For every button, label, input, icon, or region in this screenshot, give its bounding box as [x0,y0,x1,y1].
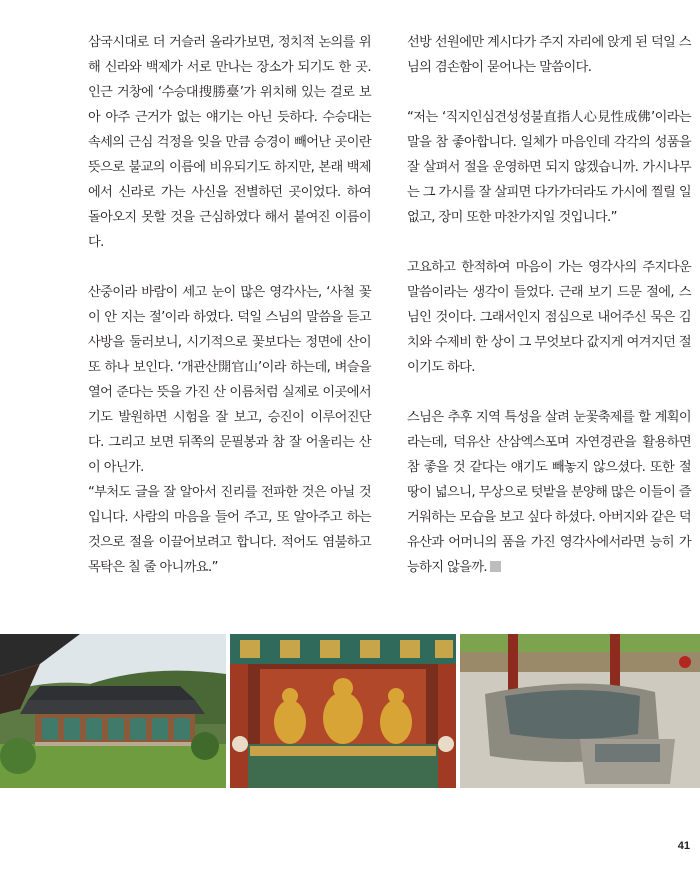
body-paragraph: 선방 선원에만 계시다가 주지 자리에 앉게 된 덕일 스님의 겸손함이 묻어나는 말씀이다. [407,35,691,75]
temple-hall-photo [0,634,226,788]
buddha-altar-photo [230,634,456,788]
right-column [407,30,691,580]
body-paragraph: 삼국시대로 더 거슬러 올라가보면, 정치적 논의를 위해 신라와 백제가 서로 만나는 장소가 되기도 한 곳. 인근 거창에 ‘수승대搜勝臺’가 위치해 있는 걸로 보아 아주 근거가 없는 얘기는 아닌 듯하다. 수승대는 속세의 근심 걱정을 잊을 만큼 승경이 빼어난 곳이란 뜻으로 불교의 이름에 비유되기도 하지만, 본래 백제에서 신라로 가는 사신을 전별하던 곳이었다. 하여 돌아오지 못할 것을 근심하였다 해서 붙여진 이름이다. [88,35,371,250]
stone-basin-photo [460,634,700,788]
quote-paragraph: “부처도 글을 잘 알아서 진리를 전파한 것은 아닐 것입니다. 사람의 마음을 들어 주고, 또 알아주고 하는 것으로 절을 이끌어보려고 합니다. 적어도 염불하고 목탁은 칠 줄 아니까요.” [88,485,371,575]
quote-paragraph: “저는 ‘직지인심견성성불直指人心見性成佛’이라는 말을 참 좋아합니다. 일체가 마음인데 각각의 성품을 잘 살펴서 절을 운영하면 되지 않겠습니까. 가시나무는 그 가시를 잘 살피면 다가가더라도 가시에 찔릴 일 없고, 장미 또한 마찬가지일 것입니다.” [407,110,691,225]
photo-strip [0,634,700,788]
left-column [88,30,371,605]
body-paragraph: 고요하고 한적하여 마음이 가는 영각사의 주지다운 말씀이라는 생각이 들었다. 근래 보기 드문 절에, 스님인 것이다. 그래서인지 점심으로 내어주신 묵은 김치와 수제비 한 상이 그 무엇보다 값지게 여겨지던 절이기도 하다. [407,260,691,375]
end-mark-icon [490,561,501,572]
page-number: 41 [677,840,690,852]
body-paragraph: 산중이라 바람이 세고 눈이 많은 영각사는, ‘사철 꽃이 안 지는 절’이라 하였다. 덕일 스님의 말씀을 듣고 사방을 둘러보니, 시기적으로 꽃보다는 정면에 산이 또 하나 보인다. ‘개관산開官山’이라 하는데, 벼슬을 열어 준다는 뜻을 가진 산 이름처럼 실제로 이곳에서 기도 발원하면 시험을 잘 보고, 승진이 이루어진단다. 그리고 보면 뒤쪽의 문필봉과 참 잘 어울리는 산이 아닌가. [88,285,371,475]
closing-paragraph-text: 스님은 추후 지역 특성을 살려 눈꽃축제를 할 계획이라는데, 덕유산 산삼엑스포며 자연경관을 활용하면 참 좋을 것 같다는 얘기도 빼놓지 않으셨다. 또한 절 땅이 넓으니, 무상으로 텃밭을 분양해 많은 이들이 즐거워하는 모습을 보고 싶다 하셨다. 아버지와 같은 덕유산과 어머니의 품을 가진 영각사에서라면 능히 가능하지 않을까. [407,410,691,575]
body-paragraph [407,405,691,580]
